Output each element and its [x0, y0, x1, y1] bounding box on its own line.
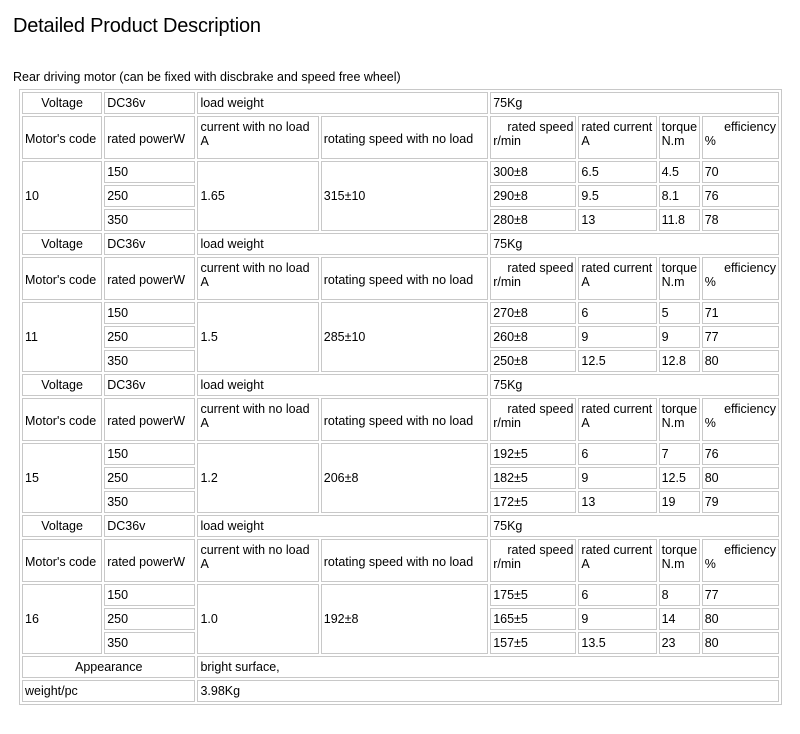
header-line-2: N.m: [661, 557, 685, 571]
header-line-1: rated current: [581, 120, 653, 134]
data-row: [22, 161, 779, 183]
rated-power: 350: [104, 209, 195, 231]
rated-power: 250: [104, 185, 195, 207]
rotating-speed-header: rotating speed with no load: [321, 116, 488, 159]
header-row: [22, 257, 779, 300]
appearance-value: bright surface,: [197, 656, 779, 678]
header-line-1: torque: [661, 543, 698, 557]
rated-current-header: [578, 398, 656, 441]
torque: 14: [659, 608, 700, 630]
voltage-label-text: Voltage: [41, 519, 83, 533]
voltage-row: [22, 374, 779, 396]
header-line-2: N.m: [661, 134, 685, 148]
header-line-2: %: [704, 275, 716, 289]
header-line-1: efficiency: [724, 543, 776, 557]
efficiency: 76: [702, 443, 779, 465]
voltage-label-text: Voltage: [41, 378, 83, 392]
rated-speed: 260±8: [490, 326, 576, 348]
rated-current: 6: [578, 302, 656, 324]
load-weight-label: load weight: [197, 233, 488, 255]
motor-code-header: Motor's code: [22, 539, 102, 582]
header-line-2: r/min: [493, 416, 521, 430]
torque: 4.5: [659, 161, 700, 183]
motor-code-header: Motor's code: [22, 116, 102, 159]
rated-speed: 270±8: [490, 302, 576, 324]
header-line-2: N.m: [661, 416, 685, 430]
rotating-speed: 285±10: [321, 302, 488, 372]
rated-current: 9: [578, 326, 656, 348]
voltage-value: DC36v: [104, 515, 195, 537]
rated-current: 13: [578, 209, 656, 231]
header-line-2: r/min: [493, 275, 521, 289]
rotating-speed: 315±10: [321, 161, 488, 231]
voltage-label: [22, 515, 102, 537]
weight-row: [22, 680, 779, 702]
torque: 7: [659, 443, 700, 465]
voltage-row: [22, 233, 779, 255]
rated-current: 12.5: [578, 350, 656, 372]
header-line-2: %: [704, 557, 716, 571]
load-weight-value: 75Kg: [490, 374, 779, 396]
rated-power: 150: [104, 161, 195, 183]
rated-current-header: [578, 116, 656, 159]
torque: 5: [659, 302, 700, 324]
voltage-value: DC36v: [104, 374, 195, 396]
rotating-speed: 192±8: [321, 584, 488, 654]
efficiency-header: [702, 116, 779, 159]
header-row: [22, 539, 779, 582]
motor-code: 11: [22, 302, 102, 372]
header-line-1: rated current: [581, 261, 653, 275]
rated-speed-header: [490, 539, 576, 582]
header-line-2: A: [200, 134, 209, 148]
table-caption: Rear driving motor (can be fixed with discbrake and speed free wheel): [13, 70, 401, 84]
efficiency: 80: [702, 467, 779, 489]
header-line-1: rated current: [581, 402, 653, 416]
header-line-2: A: [200, 557, 209, 571]
header-line-1: current with no load: [200, 543, 310, 557]
rated-speed: 175±5: [490, 584, 576, 606]
rated-power: 150: [104, 443, 195, 465]
header-line-1: rated speed: [507, 543, 574, 557]
data-row: [22, 584, 779, 606]
rated-speed-header: [490, 398, 576, 441]
torque-header: [659, 539, 700, 582]
current-no-load-header: [197, 116, 318, 159]
efficiency: 77: [702, 584, 779, 606]
appearance-label: Appearance: [22, 656, 195, 678]
data-row: [22, 443, 779, 465]
rotating-speed-header: rotating speed with no load: [321, 398, 488, 441]
voltage-value: DC36v: [104, 233, 195, 255]
rated-speed: 290±8: [490, 185, 576, 207]
rated-speed-header: [490, 116, 576, 159]
torque: 23: [659, 632, 700, 654]
rated-speed: 300±8: [490, 161, 576, 183]
efficiency: 71: [702, 302, 779, 324]
motor-code-header: Motor's code: [22, 398, 102, 441]
rated-current: 13: [578, 491, 656, 513]
header-line-1: rated speed: [507, 120, 574, 134]
header-line-2: %: [704, 416, 716, 430]
rated-speed: 172±5: [490, 491, 576, 513]
header-line-2: A: [581, 416, 590, 430]
rotating-speed: 206±8: [321, 443, 488, 513]
header-row: [22, 116, 779, 159]
page-title: Detailed Product Description: [13, 15, 261, 37]
motor-code: 16: [22, 584, 102, 654]
efficiency: 80: [702, 608, 779, 630]
efficiency: 79: [702, 491, 779, 513]
efficiency: 70: [702, 161, 779, 183]
rated-power: 250: [104, 467, 195, 489]
rated-speed-header: [490, 257, 576, 300]
header-line-1: rated current: [581, 543, 653, 557]
header-line-1: efficiency: [724, 120, 776, 134]
torque: 8: [659, 584, 700, 606]
current-no-load: 1.65: [197, 161, 318, 231]
torque-header: [659, 398, 700, 441]
rated-power: 250: [104, 326, 195, 348]
rated-power-header: rated powerW: [104, 257, 195, 300]
rated-speed: 165±5: [490, 608, 576, 630]
rated-current: 9.5: [578, 185, 656, 207]
weight-value: 3.98Kg: [197, 680, 779, 702]
torque: 12.5: [659, 467, 700, 489]
voltage-value: DC36v: [104, 92, 195, 114]
rated-current-header: [578, 539, 656, 582]
header-line-2: A: [581, 275, 590, 289]
rated-power-header: rated powerW: [104, 116, 195, 159]
torque: 9: [659, 326, 700, 348]
rated-speed: 182±5: [490, 467, 576, 489]
rated-speed: 280±8: [490, 209, 576, 231]
efficiency: 80: [702, 350, 779, 372]
torque-header: [659, 257, 700, 300]
load-weight-value: 75Kg: [490, 92, 779, 114]
rated-power-header: rated powerW: [104, 539, 195, 582]
efficiency-header: [702, 398, 779, 441]
load-weight-label: load weight: [197, 515, 488, 537]
header-line-2: N.m: [661, 275, 685, 289]
header-line-1: efficiency: [724, 261, 776, 275]
voltage-label: [22, 92, 102, 114]
header-line-1: current with no load: [200, 402, 310, 416]
efficiency-header: [702, 257, 779, 300]
header-line-1: efficiency: [724, 402, 776, 416]
header-line-2: A: [200, 275, 209, 289]
motor-spec-table: [19, 89, 782, 705]
rated-speed: 157±5: [490, 632, 576, 654]
load-weight-value: 75Kg: [490, 233, 779, 255]
voltage-row: [22, 515, 779, 537]
rotating-speed-header: rotating speed with no load: [321, 539, 488, 582]
rated-power: 350: [104, 350, 195, 372]
load-weight-value: 75Kg: [490, 515, 779, 537]
load-weight-label: load weight: [197, 374, 488, 396]
current-no-load-header: [197, 539, 318, 582]
voltage-label-text: Voltage: [41, 237, 83, 251]
rated-speed: 250±8: [490, 350, 576, 372]
voltage-label: [22, 374, 102, 396]
torque: 8.1: [659, 185, 700, 207]
header-row: [22, 398, 779, 441]
header-line-1: torque: [661, 120, 698, 134]
voltage-row: [22, 92, 779, 114]
rated-power: 250: [104, 608, 195, 630]
appearance-row: [22, 656, 779, 678]
rated-current: 6: [578, 584, 656, 606]
current-no-load-header: [197, 257, 318, 300]
voltage-label: [22, 233, 102, 255]
rated-power: 150: [104, 302, 195, 324]
rotating-speed-header: rotating speed with no load: [321, 257, 488, 300]
efficiency: 77: [702, 326, 779, 348]
voltage-label-text: Voltage: [41, 96, 83, 110]
rated-speed: 192±5: [490, 443, 576, 465]
efficiency: 80: [702, 632, 779, 654]
rated-current: 9: [578, 608, 656, 630]
rated-current: 6: [578, 443, 656, 465]
header-line-1: rated speed: [507, 261, 574, 275]
load-weight-label: load weight: [197, 92, 488, 114]
motor-code: 15: [22, 443, 102, 513]
torque: 11.8: [659, 209, 700, 231]
efficiency: 76: [702, 185, 779, 207]
current-no-load: 1.2: [197, 443, 318, 513]
rated-power: 350: [104, 632, 195, 654]
data-row: [22, 302, 779, 324]
torque-header: [659, 116, 700, 159]
current-no-load: 1.0: [197, 584, 318, 654]
header-line-1: torque: [661, 402, 698, 416]
rated-power: 150: [104, 584, 195, 606]
header-line-1: current with no load: [200, 261, 310, 275]
weight-label: weight/pc: [22, 680, 195, 702]
current-no-load-header: [197, 398, 318, 441]
motor-code-header: Motor's code: [22, 257, 102, 300]
header-line-1: current with no load: [200, 120, 310, 134]
torque: 19: [659, 491, 700, 513]
efficiency-header: [702, 539, 779, 582]
header-line-2: r/min: [493, 557, 521, 571]
rated-current-header: [578, 257, 656, 300]
header-line-2: A: [581, 134, 590, 148]
header-line-2: r/min: [493, 134, 521, 148]
header-line-2: %: [704, 134, 716, 148]
torque: 12.8: [659, 350, 700, 372]
motor-code: 10: [22, 161, 102, 231]
rated-power: 350: [104, 491, 195, 513]
header-line-1: rated speed: [507, 402, 574, 416]
header-line-1: torque: [661, 261, 698, 275]
header-line-2: A: [200, 416, 209, 430]
efficiency: 78: [702, 209, 779, 231]
rated-power-header: rated powerW: [104, 398, 195, 441]
current-no-load: 1.5: [197, 302, 318, 372]
rated-current: 13.5: [578, 632, 656, 654]
header-line-2: A: [581, 557, 590, 571]
rated-current: 9: [578, 467, 656, 489]
rated-current: 6.5: [578, 161, 656, 183]
